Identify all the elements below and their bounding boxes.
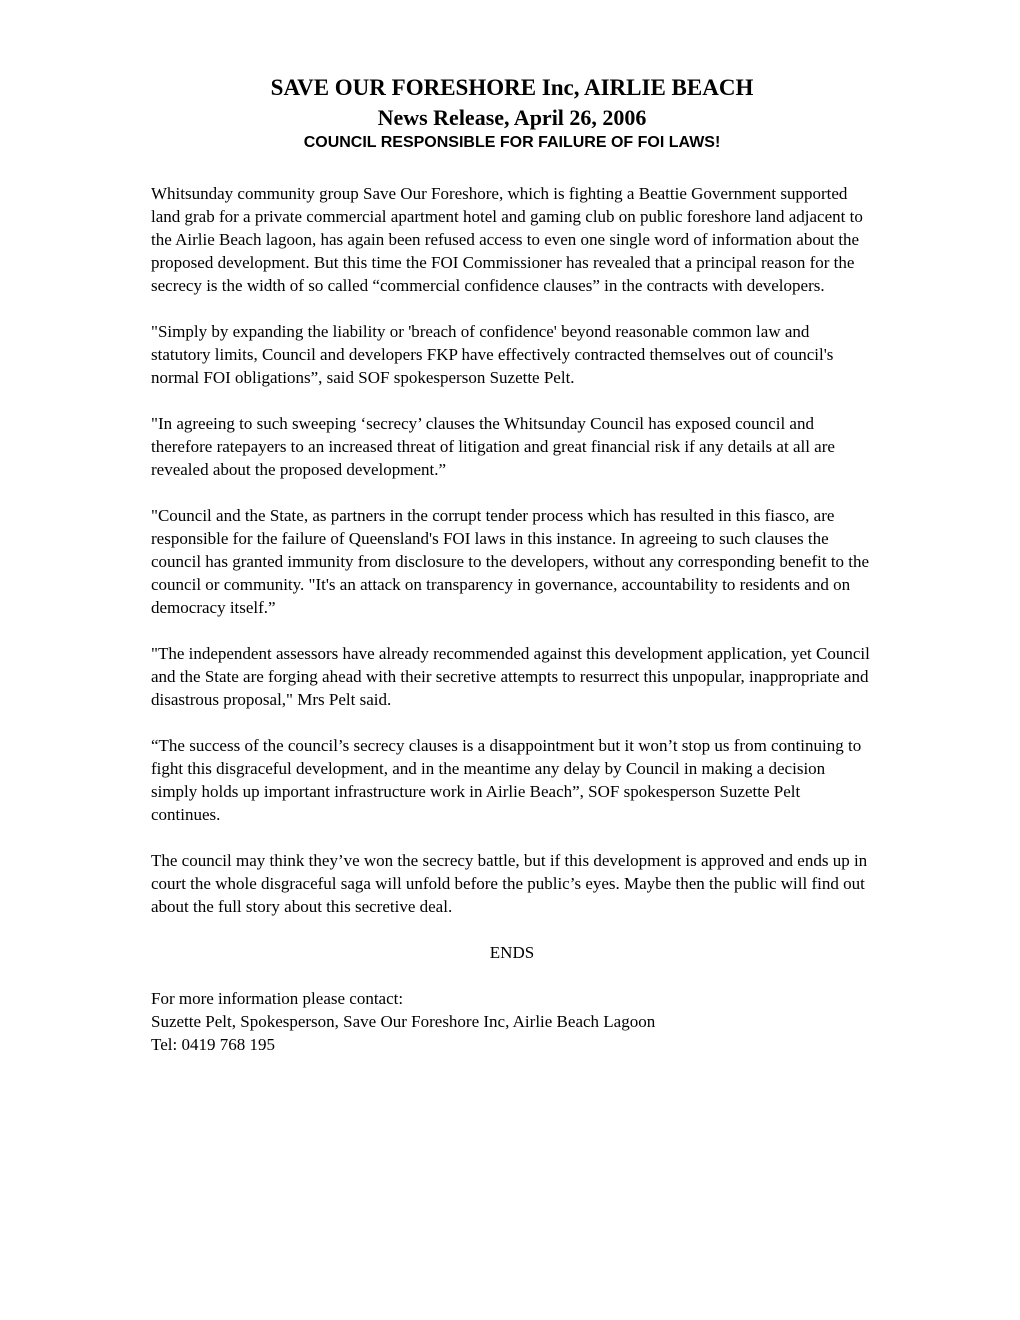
document-title: SAVE OUR FORESHORE Inc, AIRLIE BEACH <box>270 75 754 100</box>
ends-marker: ENDS <box>489 943 535 962</box>
headline: COUNCIL RESPONSIBLE FOR FAILURE OF FOI LAWS! <box>303 134 721 151</box>
document-page <box>151 74 873 1056</box>
body-text <box>151 182 873 1056</box>
paragraph-4: "Council and the State, as partners in the corrupt tender process which has resulted in this fiasco, are responsible for the failure of Queensland's FOI laws in this instance. In agreeing to such clauses the council has granted immunity from disclosure to the developers, without any corresponding benefit to the council or community. "It's an attack on transparency in governance, accountability to residents and on democracy itself.” <box>151 506 870 617</box>
paragraph-6: “The success of the council’s secrecy clauses is a disappointment but it won’t stop us from continuing to fight this disgraceful development, and in the meantime any delay by Council in making a decision simply holds up important infrastructure work in Airlie Beach”, SOF spokesperson Suzette Pelt continues. <box>151 736 862 824</box>
contact-name: Suzette Pelt, Spokesperson, Save Our Foreshore Inc, Airlie Beach Lagoon <box>151 1012 656 1031</box>
contact-block <box>151 987 873 1056</box>
paragraph-3: "In agreeing to such sweeping ‘secrecy’ clauses the Whitsunday Council has exposed council and therefore ratepayers to an increased threat of litigation and great financial risk if any details at all are revealed about the proposed development.” <box>151 414 835 479</box>
paragraph-1: Whitsunday community group Save Our Foreshore, which is fighting a Beattie Government supported land grab for a private commercial apartment hotel and gaming club on public foreshore land adjacent to the Airlie Beach lagoon, has again been refused access to even one single word of information about the proposed development. But this time the FOI Commissioner has revealed that a principal reason for the secrecy is the width of so called “commercial confidence clauses” in the contracts with developers. <box>151 184 863 295</box>
release-date-subtitle: News Release, April 26, 2006 <box>377 105 647 130</box>
paragraph-7: The council may think they’ve won the secrecy battle, but if this development is approved and ends up in court the whole disgraceful saga will unfold before the public’s eyes. Maybe then the public will find out about the full story about this secretive deal. <box>151 851 868 916</box>
contact-phone: Tel: 0419 768 195 <box>151 1035 275 1054</box>
paragraph-5: "The independent assessors have already recommended against this development application, yet Council and the State are forging ahead with their secretive attempts to resurrect this unpopular, inappropriate and disastrous proposal," Mrs Pelt said. <box>151 644 870 709</box>
contact-intro: For more information please contact: <box>151 989 404 1008</box>
paragraph-2: "Simply by expanding the liability or 'breach of confidence' beyond reasonable common law and statutory limits, Council and developers FKP have effectively contracted themselves out of council's normal FOI obligations”, said SOF spokesperson Suzette Pelt. <box>151 322 834 387</box>
